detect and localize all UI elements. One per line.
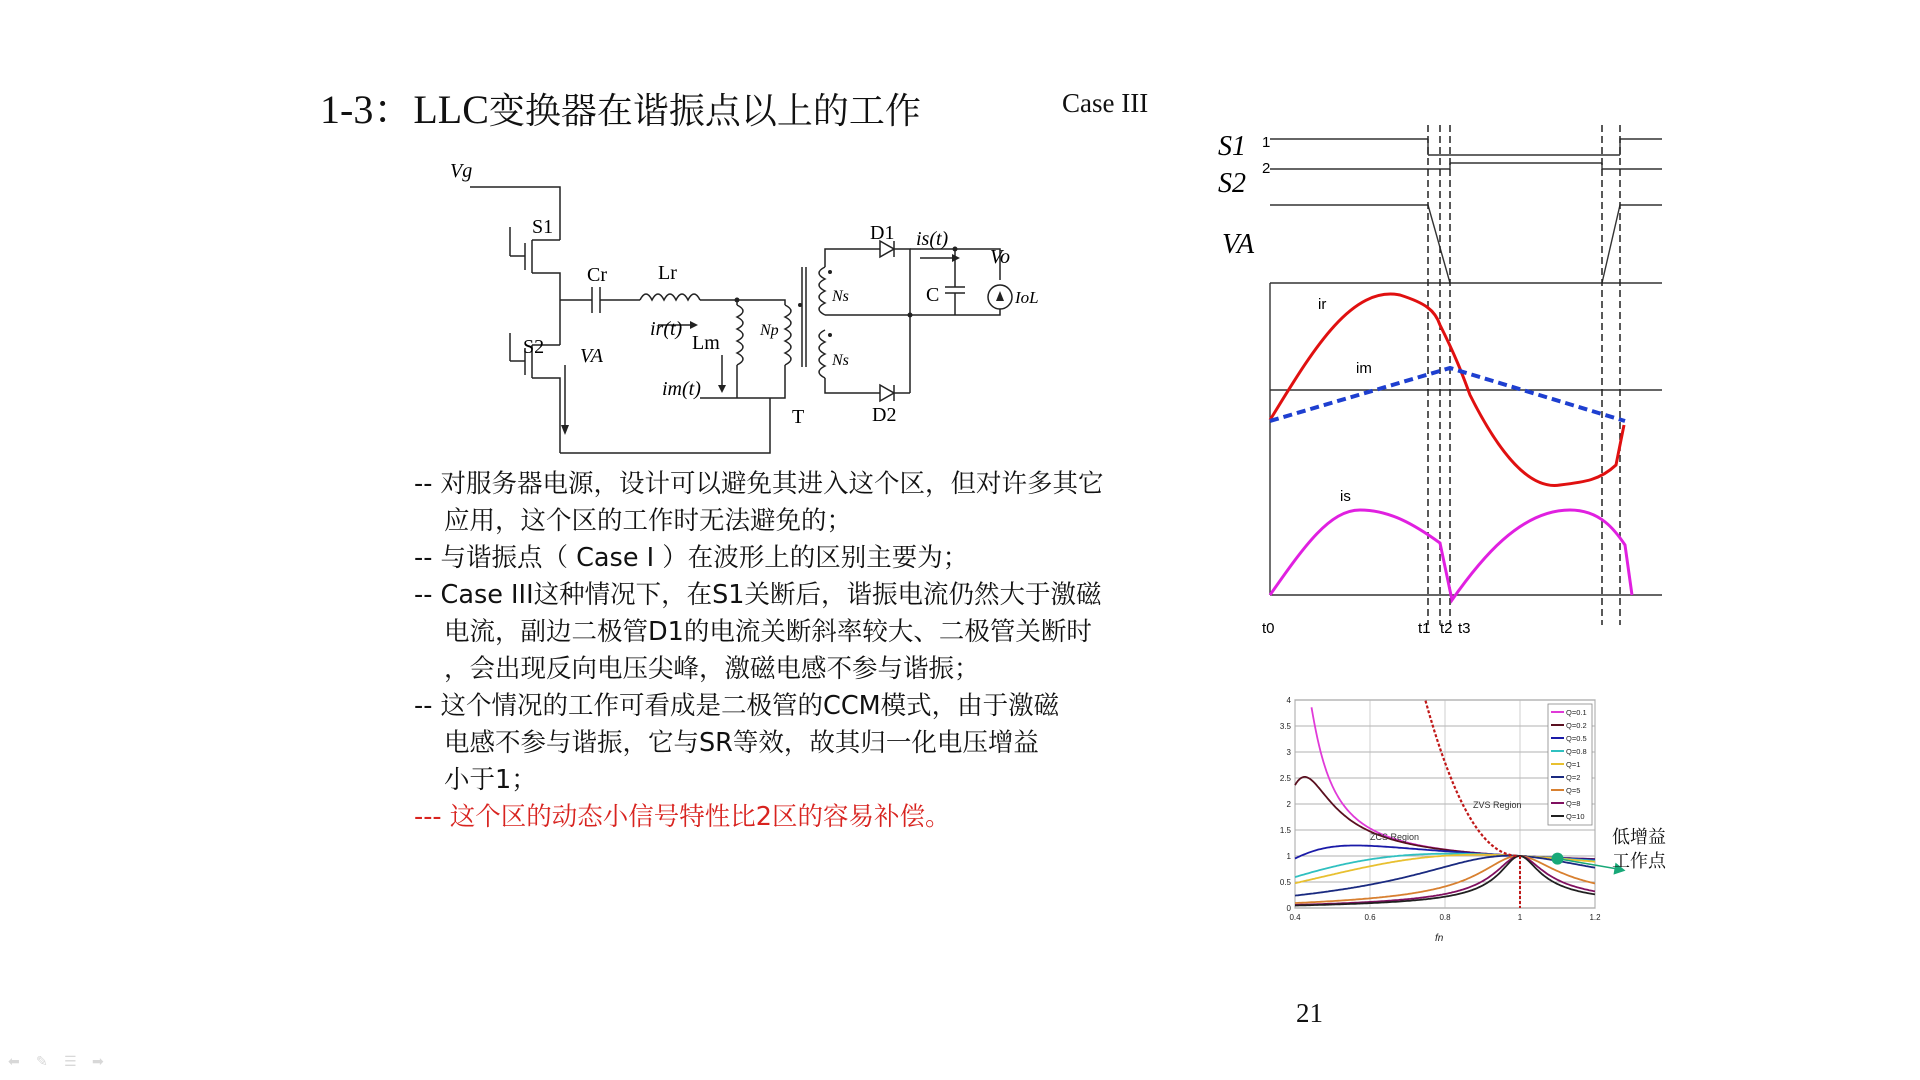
bullet-text: Case III这种情况下，在S1关断后，谐振电流仍然大于激磁 — [440, 580, 1102, 610]
y-tick-label: 3.5 — [1279, 722, 1291, 731]
gain-curves-chart — [1265, 690, 1665, 950]
im-waveform — [1270, 368, 1625, 421]
title-rest: 变换器在谐振点以上的工作 — [488, 91, 921, 132]
label-ns1: Ns — [832, 288, 849, 305]
zvs-region-label: ZVS Region — [1473, 800, 1522, 810]
label-va: VA — [580, 345, 603, 367]
legend-item: Q=2 — [1566, 773, 1581, 782]
bullet-prefix: -- — [414, 691, 441, 721]
y-tick-label: 2 — [1286, 800, 1291, 809]
operating-point-label — [1612, 826, 1666, 874]
y-tick-label: 0 — [1286, 904, 1291, 913]
x-tick-label: 0.4 — [1289, 913, 1301, 922]
bullet-3-line-2 — [414, 762, 1184, 799]
bullet-1-line-0 — [414, 540, 1184, 577]
legend-item: Q=5 — [1566, 786, 1581, 795]
bullet-3-line-0 — [414, 688, 1184, 725]
prev-arrow-icon[interactable]: ⬅ — [8, 1054, 20, 1070]
label-iol: IoL — [1015, 288, 1039, 307]
label-np: Np — [760, 322, 779, 339]
label-ir-wave: ir — [1318, 296, 1327, 313]
y-tick-label: 1 — [1286, 852, 1291, 861]
bullet-text: 小于1； — [444, 765, 537, 795]
label-lr: Lr — [658, 262, 677, 284]
x-tick-label: 1 — [1517, 913, 1523, 922]
x-axis-label: fn — [1435, 933, 1444, 944]
label-c: C — [926, 284, 940, 306]
page-number: 21 — [1296, 998, 1323, 1028]
label-is-wave: is — [1340, 488, 1351, 505]
y-tick-label: 0.5 — [1279, 878, 1291, 887]
is-waveform — [1270, 510, 1632, 600]
legend-item: Q=0.1 — [1566, 708, 1587, 717]
label-s2-num: 2 — [1262, 160, 1271, 177]
legend-item: Q=1 — [1566, 760, 1581, 769]
slide-nav — [8, 1056, 110, 1068]
bullet-text: 电流，副边二极管D1的电流关断斜率较大、二极管关断时 — [444, 617, 1092, 647]
x-tick-label: 0.8 — [1439, 913, 1451, 922]
bullet-text: 与谐振点（ Case I ）在波形上的区别主要为； — [440, 543, 969, 573]
x-tick-label: 0.6 — [1364, 913, 1376, 922]
operating-point-label-1: 低增益 — [1612, 827, 1666, 848]
y-tick-label: 1.5 — [1279, 826, 1291, 835]
bullet-4-line-0 — [414, 799, 1184, 836]
bullet-prefix: -- — [414, 469, 441, 499]
bullet-prefix: -- — [414, 543, 441, 573]
label-im-wave: im — [1356, 360, 1372, 377]
label-s1-num: 1 — [1262, 134, 1271, 151]
case-label: Case III — [1062, 88, 1149, 118]
legend-item: Q=10 — [1566, 812, 1585, 821]
label-t3: t3 — [1458, 620, 1471, 637]
label-im: im(t) — [662, 378, 701, 400]
next-arrow-icon[interactable]: ➡ — [92, 1054, 104, 1070]
title-llc: LLC — [413, 87, 489, 132]
label-lm: Lm — [692, 332, 720, 354]
bullet-0-line-1 — [414, 503, 1184, 540]
operating-point-label-2: 工作点 — [1612, 851, 1666, 872]
bullet-prefix: -- — [414, 580, 441, 610]
label-is: is(t) — [916, 228, 949, 250]
label-t1: t1 — [1418, 620, 1431, 637]
label-ir: ir(t) — [650, 318, 683, 340]
legend-item: Q=8 — [1566, 799, 1581, 808]
label-s1-wave: S1 — [1218, 131, 1246, 162]
bullet-2-line-2 — [414, 651, 1184, 688]
label-cr: Cr — [587, 264, 607, 286]
bullet-text: 这个区的动态小信号特性比2区的容易补偿。 — [449, 802, 951, 832]
bullet-text: 对服务器电源，设计可以避免其进入这个区，但对许多其它 — [440, 469, 1104, 499]
label-vg: Vg — [450, 160, 473, 182]
bullet-text: ，会出现反向电压尖峰，激磁电感不参与谐振； — [444, 654, 980, 684]
label-t2: t2 — [1440, 620, 1453, 637]
title-prefix: 1-3： — [320, 87, 414, 132]
bullet-text: 这个情况的工作可看成是二极管的CCM模式，由于激磁 — [440, 691, 1060, 721]
llc-circuit-diagram — [440, 155, 1060, 455]
slide-title — [320, 78, 921, 135]
label-d1: D1 — [870, 222, 895, 244]
label-t0: t0 — [1262, 620, 1275, 637]
bullet-text: 应用，这个区的工作时无法避免的； — [444, 506, 853, 536]
label-va-wave: VA — [1222, 229, 1255, 260]
y-tick-label: 3 — [1286, 748, 1291, 757]
zcs-region-label: ZCS Region — [1370, 832, 1420, 842]
waveform-diagram — [1200, 125, 1670, 645]
label-d2: D2 — [872, 404, 897, 426]
label-ns2: Ns — [832, 352, 849, 369]
operating-point-marker — [1552, 853, 1564, 865]
pen-icon[interactable]: ✎ — [36, 1054, 48, 1070]
legend-item: Q=0.2 — [1566, 721, 1587, 730]
label-s2: S2 — [523, 336, 545, 358]
bullet-2-line-1 — [414, 614, 1184, 651]
legend-item: Q=0.8 — [1566, 747, 1587, 756]
chart-legend — [1548, 704, 1592, 825]
y-tick-label: 2.5 — [1279, 774, 1291, 783]
y-tick-label: 4 — [1286, 696, 1291, 705]
label-t: T — [792, 406, 805, 428]
bullet-0-line-0 — [414, 466, 1184, 503]
label-s1: S1 — [532, 216, 554, 238]
label-s2-wave: S2 — [1218, 168, 1246, 199]
bullet-prefix: --- — [414, 802, 450, 832]
bullet-text: 电感不参与谐振，它与SR等效，故其归一化电压增益 — [444, 728, 1039, 758]
label-vo: Vo — [990, 246, 1010, 268]
bullet-list — [414, 466, 1184, 836]
legend-item: Q=0.5 — [1566, 734, 1587, 743]
bullet-3-line-1 — [414, 725, 1184, 762]
bullet-2-line-0 — [414, 577, 1184, 614]
x-tick-label: 1.2 — [1589, 913, 1601, 922]
menu-icon[interactable]: ☰ — [64, 1054, 77, 1070]
